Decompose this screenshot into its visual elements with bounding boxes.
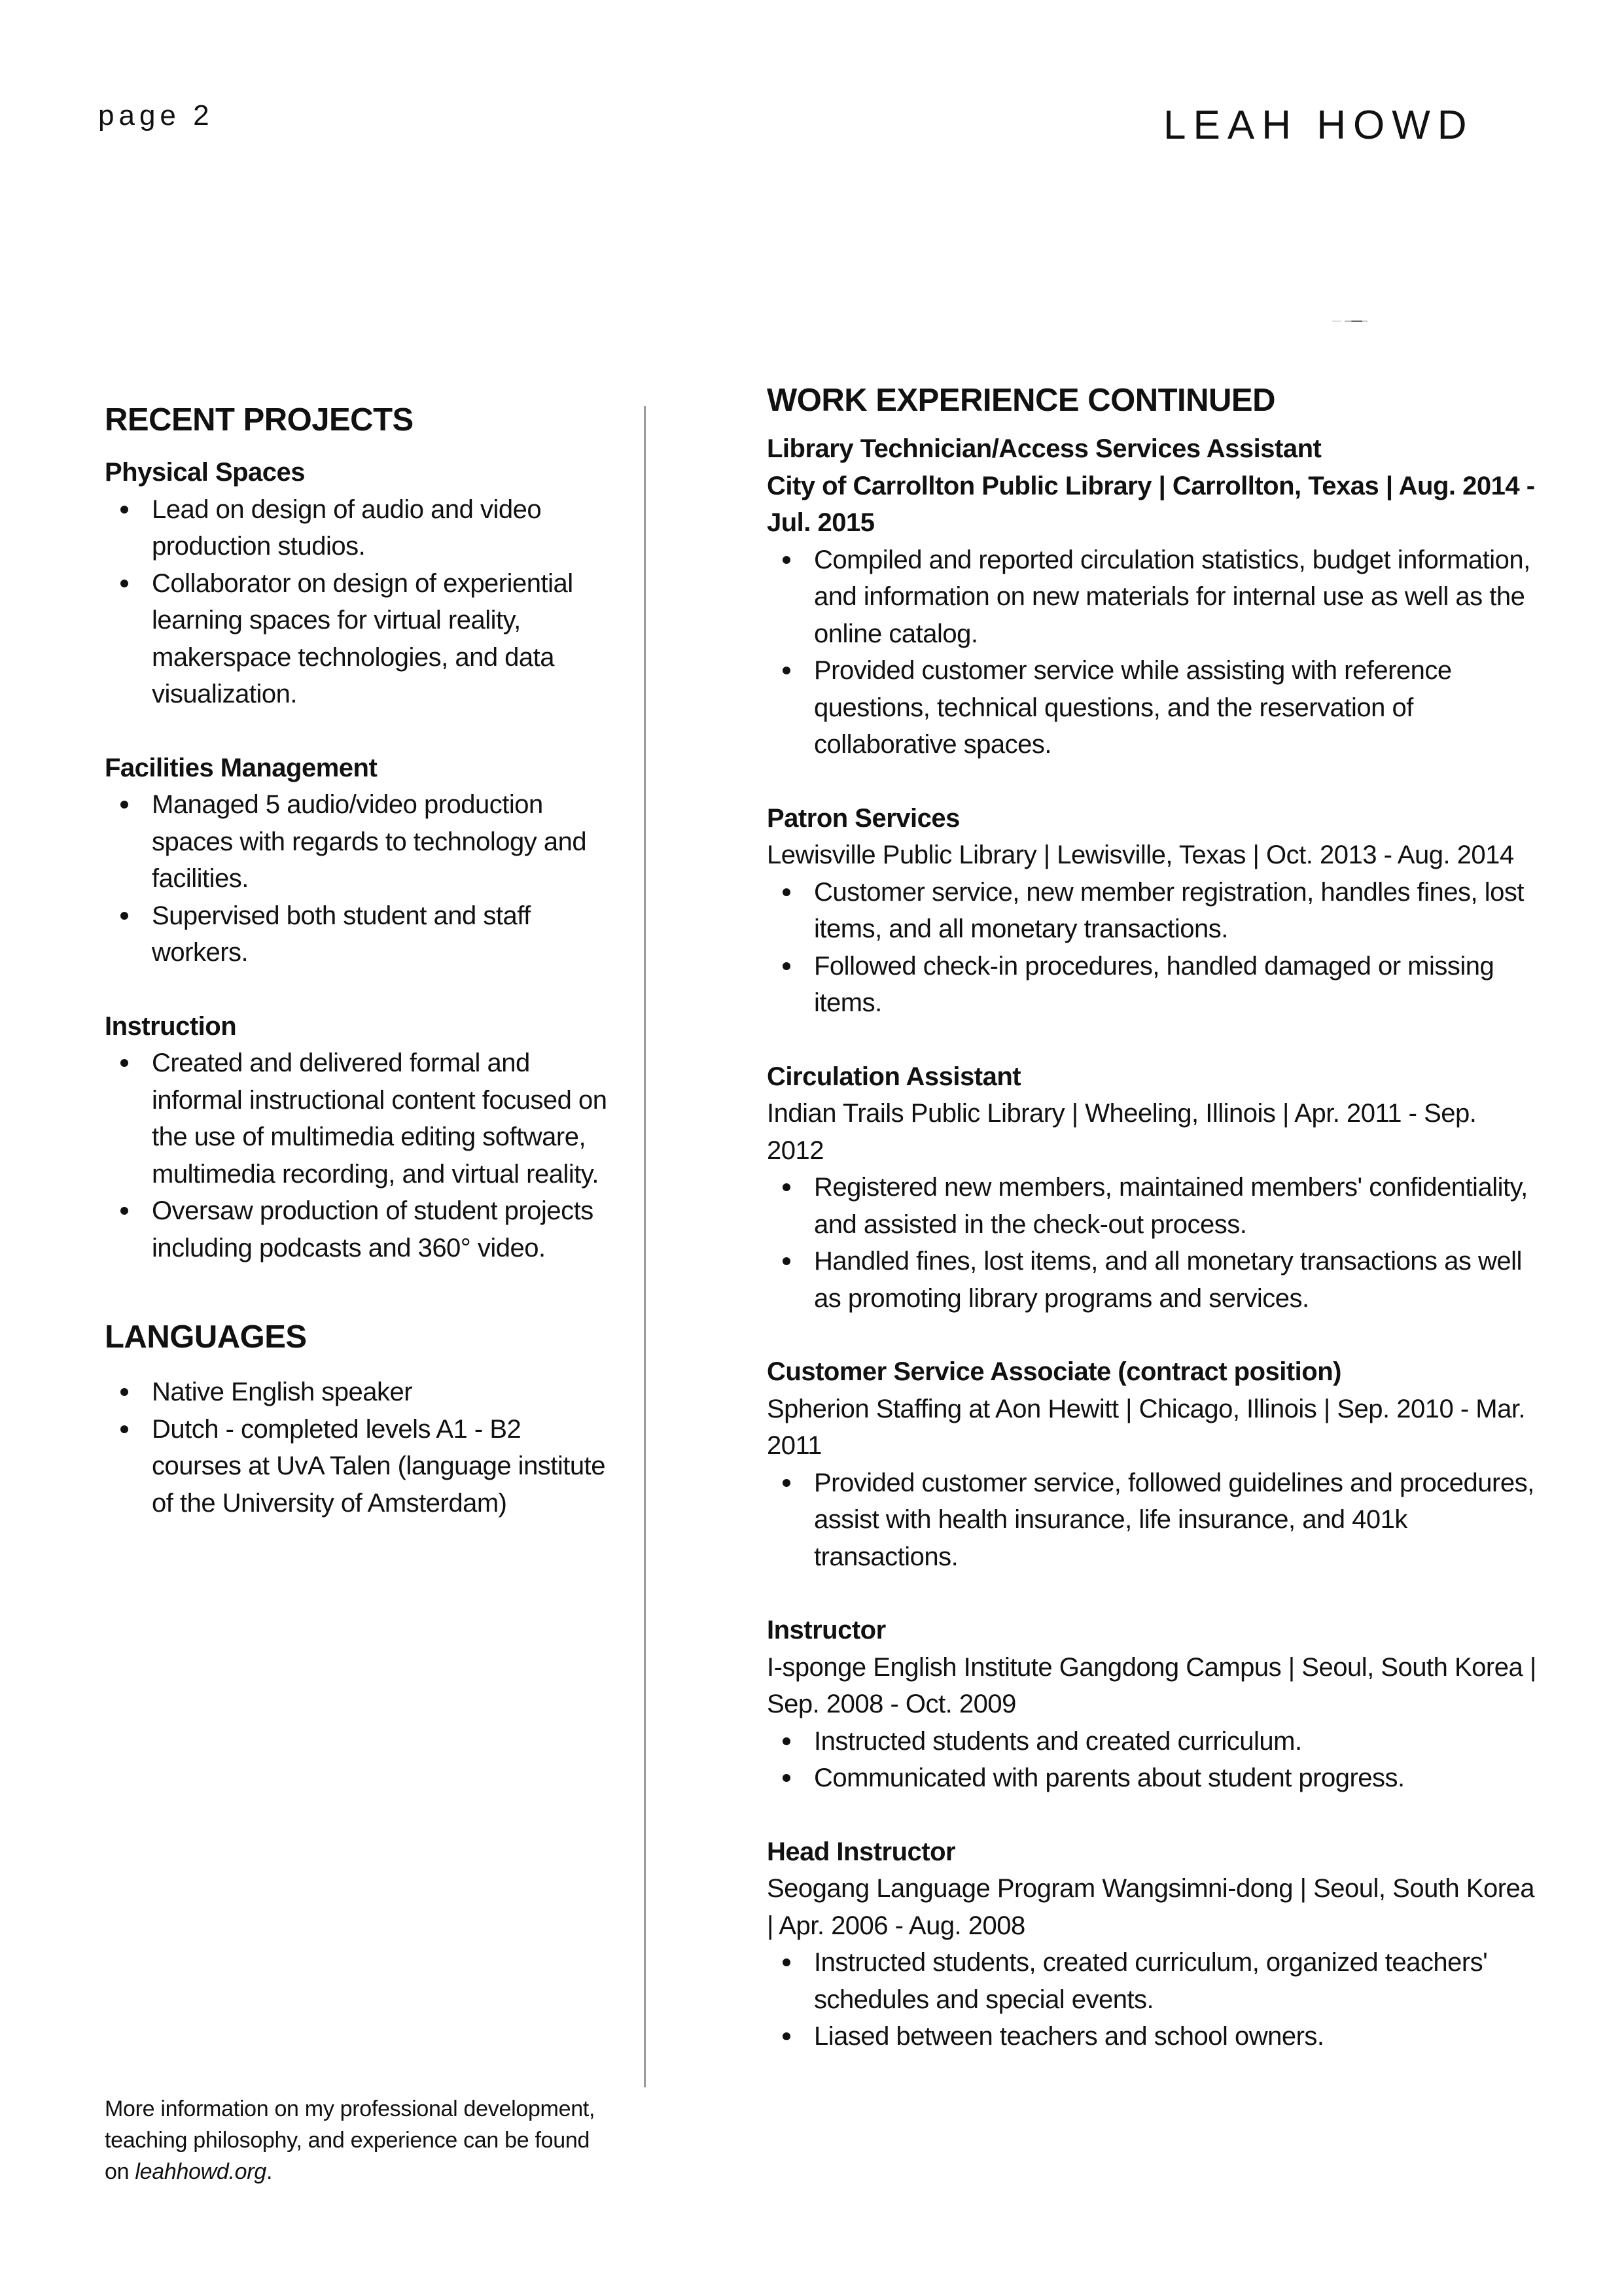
job-org: Indian Trails Public Library | Wheeling, Illinois | Apr. 2011 - Sep. 2012: [767, 1099, 1477, 1165]
list-item: [767, 1723, 1539, 1760]
bullet-icon: [783, 962, 790, 970]
footer-period: .: [266, 2159, 273, 2184]
job-title: Customer Service Associate (contract position): [767, 1357, 1341, 1386]
bullet-icon: [783, 1183, 790, 1191]
footer-note: [105, 2093, 615, 2187]
left-column: [105, 399, 615, 1522]
project-group: [105, 750, 615, 971]
bullet-list: [105, 491, 615, 713]
list-item: [767, 1760, 1539, 1797]
list-item-text: Registered new members, maintained members' confidentiality, and assisted in the check-out process.: [814, 1173, 1528, 1239]
bullet-list: [105, 1045, 615, 1266]
page-number: page 2: [98, 99, 214, 131]
list-item-text: Instructed students, created curriculum, organized teachers' schedules and special events.: [814, 1948, 1488, 2014]
job-entry: [767, 430, 1539, 763]
list-item: [767, 1944, 1539, 2018]
bullet-icon: [783, 1958, 790, 1966]
list-item-text: Communicated with parents about student progress.: [814, 1764, 1405, 1792]
list-item: [767, 948, 1539, 1022]
list-item-text: Followed check-in procedures, handled damaged or missing items.: [814, 951, 1494, 1017]
bullet-icon: [120, 801, 128, 809]
list-item-text: Lead on design of audio and video production studios.: [152, 495, 542, 561]
column-divider: [644, 406, 646, 2087]
list-item: [767, 542, 1539, 653]
job-entry: [767, 1353, 1539, 1575]
bullet-icon: [783, 2032, 790, 2040]
list-item-text: Supervised both student and staff workers.: [152, 901, 531, 967]
languages-section: [105, 1316, 615, 1522]
list-item: [105, 491, 615, 565]
list-item-text: Handled fines, lost items, and all monetary transactions as well as promoting library programs and services.: [814, 1247, 1522, 1313]
project-group-title: Facilities Management: [105, 753, 378, 782]
list-item-text: Dutch - completed levels A1 - B2 courses at UvA Talen (language institute of the University of Amsterdam): [152, 1414, 606, 1518]
list-item: [767, 874, 1539, 948]
list-item-text: Created and delivered formal and informal instructional content focused on the use of multimedia editing software, multimedia recording, and virtual reality.: [152, 1049, 607, 1189]
recent-projects-section: [105, 399, 615, 1266]
bullet-icon: [120, 1425, 128, 1433]
resume-name: LEAH HOWD: [1163, 103, 1474, 148]
bullet-list: [767, 1944, 1539, 2055]
list-item: [105, 1411, 615, 1522]
right-column: [767, 379, 1539, 2055]
bullet-icon: [783, 888, 790, 896]
job-org: City of Carrollton Public Library | Carrollton, Texas | Aug. 2014 - Jul. 2015: [767, 471, 1535, 537]
bullet-icon: [783, 667, 790, 674]
footer-text: More information on my professional development, teaching philosophy, and experience can be found on: [105, 2096, 595, 2184]
bullet-icon: [783, 1257, 790, 1265]
bullet-list: [767, 1169, 1539, 1317]
project-group-title: Physical Spaces: [105, 458, 306, 487]
list-item-text: Instructed students and created curriculum.: [814, 1726, 1302, 1756]
bullet-list: [105, 786, 615, 971]
list-item: [105, 565, 615, 713]
job-entry: [767, 1058, 1539, 1317]
bullet-icon: [783, 1774, 790, 1782]
job-entry: [767, 800, 1539, 1022]
list-item: [767, 1465, 1539, 1576]
job-org: Spherion Staffing at Aon Hewitt | Chicago, Illinois | Sep. 2010 - Mar. 2011: [767, 1394, 1526, 1460]
list-item: [105, 786, 615, 897]
list-item-text: Compiled and reported circulation statistics, budget information, and information on new materials for internal use as well as the online catalog.: [814, 545, 1530, 648]
list-item: [767, 652, 1539, 763]
list-item-text: Provided customer service, followed guidelines and procedures, assist with health insurance, life insurance, and 401k transactions.: [814, 1468, 1534, 1571]
bullet-list: [767, 542, 1539, 763]
list-item-text: Oversaw production of student projects including podcasts and 360° video.: [152, 1196, 593, 1262]
list-item: [105, 1374, 615, 1411]
bullet-list: [105, 1374, 615, 1522]
job-title: Head Instructor: [767, 1837, 956, 1866]
list-item: [767, 2018, 1539, 2055]
bullet-icon: [120, 506, 128, 513]
job-title: Library Technician/Access Services Assistant: [767, 434, 1322, 463]
bullet-list: [767, 1723, 1539, 1797]
job-entry: [767, 1834, 1539, 2055]
project-group: [105, 454, 615, 713]
bullet-icon: [783, 1737, 790, 1745]
job-org: I-sponge English Institute Gangdong Campus | Seoul, South Korea | Sep. 2008 - Oct. 2009: [767, 1652, 1536, 1718]
job-title: Patron Services: [767, 803, 960, 833]
bullet-list: [767, 874, 1539, 1022]
bullet-icon: [783, 556, 790, 564]
section-title-recent-projects: RECENT PROJECTS: [105, 402, 414, 438]
list-item: [767, 1243, 1539, 1317]
bullet-icon: [120, 1059, 128, 1067]
list-item-text: Native English speaker: [152, 1378, 413, 1406]
job-title: Instructor: [767, 1616, 886, 1644]
bullet-icon: [120, 1388, 128, 1396]
job-org: Seogang Language Program Wangsimni-dong | Seoul, South Korea | Apr. 2006 - Aug. 2008: [767, 1874, 1535, 1940]
list-item-text: Provided customer service while assisting with reference questions, technical questions, and the reservation of collaborative spaces.: [814, 656, 1452, 759]
website-link[interactable]: leahhowd.org: [135, 2159, 266, 2184]
list-item-text: Managed 5 audio/video production spaces with regards to technology and facilities.: [152, 790, 587, 893]
section-title-languages: LANGUAGES: [105, 1319, 307, 1355]
list-item-text: Collaborator on design of experiential learning spaces for virtual reality, makerspace technologies, and data visualization.: [152, 568, 573, 708]
list-item: [105, 1192, 615, 1266]
faint-mark: [1332, 321, 1368, 322]
job-org: Lewisville Public Library | Lewisville, Texas | Oct. 2013 - Aug. 2014: [767, 841, 1514, 869]
list-item-text: Customer service, new member registration, handles fines, lost items, and all monetary transactions.: [814, 877, 1525, 943]
bullet-icon: [120, 912, 128, 920]
bullet-icon: [120, 1207, 128, 1215]
bullet-icon: [120, 580, 128, 587]
list-item: [767, 1169, 1539, 1243]
project-group-title: Instruction: [105, 1011, 237, 1041]
project-group: [105, 1008, 615, 1267]
job-entry: [767, 1612, 1539, 1797]
list-item-text: Liased between teachers and school owners.: [814, 2022, 1324, 2051]
bullet-icon: [783, 1479, 790, 1487]
bullet-list: [767, 1465, 1539, 1576]
job-title: Circulation Assistant: [767, 1062, 1021, 1091]
section-title-work-experience: WORK EXPERIENCE CONTINUED: [767, 383, 1276, 418]
list-item: [105, 897, 615, 971]
list-item: [105, 1045, 615, 1192]
